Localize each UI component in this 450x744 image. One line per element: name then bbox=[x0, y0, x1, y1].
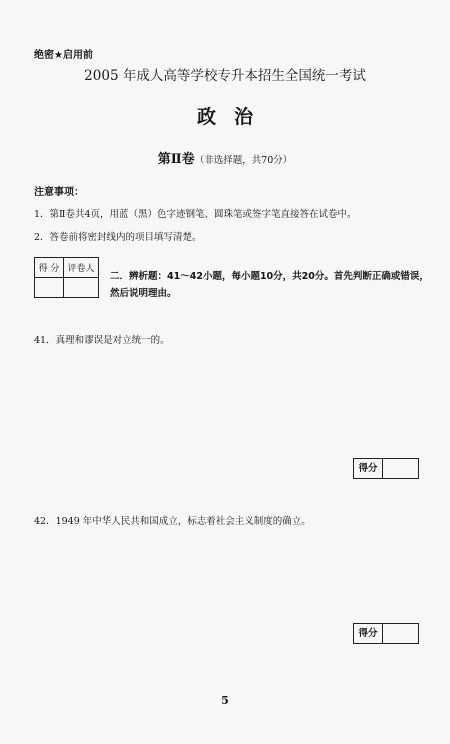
section-instructions: 二．辨析题：41～42小题，每小题10分，共20分。首先判断正确或错误，然后说明理由。 bbox=[110, 271, 429, 299]
question-41: 41．真理和谬误是对立统一的。 bbox=[34, 335, 170, 346]
note-item: 2．答卷前将密封线内的项目填写清楚。 bbox=[34, 232, 202, 243]
volume-title: 第Ⅱ卷 bbox=[157, 152, 195, 167]
score-box-label: 得分 bbox=[354, 459, 383, 478]
score-box bbox=[353, 458, 419, 479]
secret-mark: 绝密★启用前 bbox=[34, 50, 93, 61]
grader-cell bbox=[64, 278, 99, 298]
volume-heading bbox=[0, 148, 450, 167]
score-cell bbox=[35, 278, 64, 298]
grader-header: 评卷人 bbox=[64, 258, 99, 278]
page-number: 5 bbox=[221, 694, 229, 707]
exam-title: 2005 年成人高等学校专升本招生全国统一考试 bbox=[84, 68, 366, 84]
score-box bbox=[353, 623, 419, 644]
volume-note: （非选择题，共70分） bbox=[194, 155, 293, 166]
watermark bbox=[328, 39, 340, 52]
score-table bbox=[34, 257, 99, 298]
score-box-label: 得分 bbox=[354, 624, 383, 643]
question-42: 42．1949 年中华人民共和国成立，标志着社会主义制度的确立。 bbox=[34, 516, 311, 527]
notes-heading: 注意事项： bbox=[34, 187, 84, 198]
subject-title: 政治 bbox=[196, 106, 271, 128]
score-header: 得 分 bbox=[35, 258, 64, 278]
note-item: 1．第Ⅱ卷共4页，用蓝（黑）色字迹钢笔、圆珠笔或签字笔直接答在试卷中。 bbox=[34, 209, 357, 220]
